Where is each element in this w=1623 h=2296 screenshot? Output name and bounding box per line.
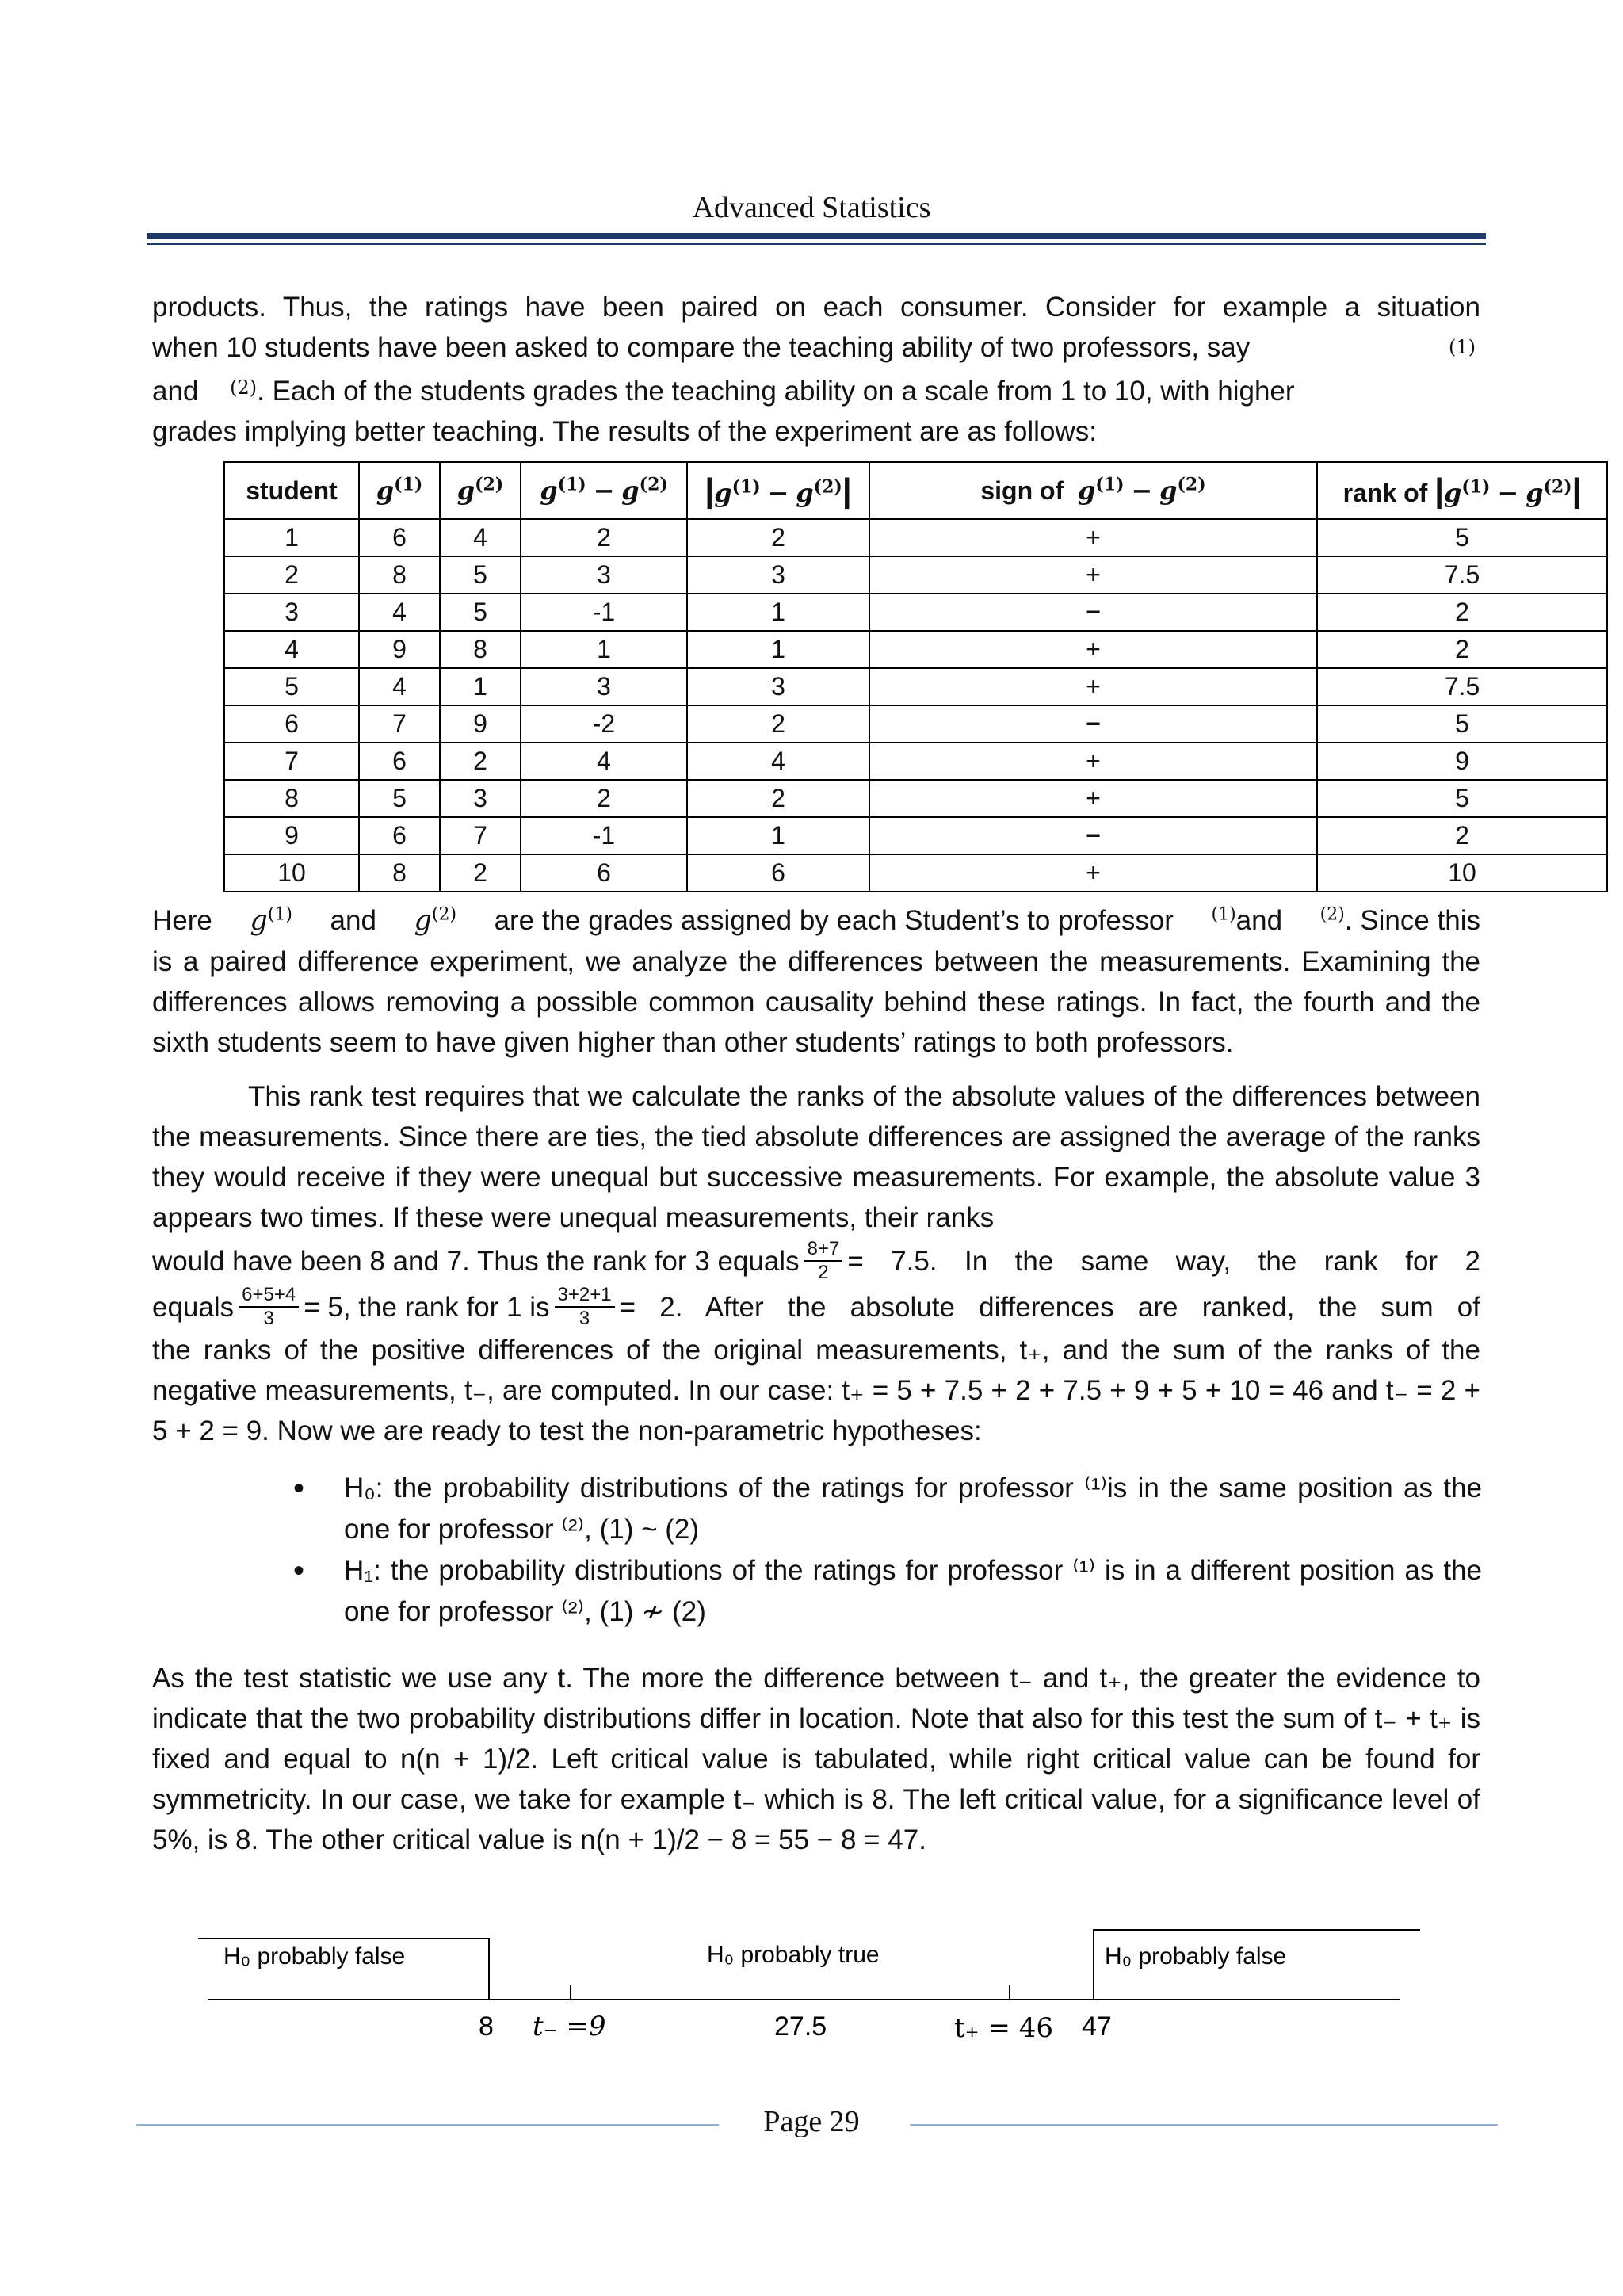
table-cell: 1	[440, 668, 521, 705]
table-cell: 1	[687, 594, 869, 631]
table-cell: +	[869, 631, 1317, 668]
table-cell: -1	[521, 817, 687, 854]
table-cell: 8	[359, 854, 440, 892]
table-cell: −	[869, 705, 1317, 743]
ranking-intro: This rank test requires that we calculate the ranks of the absolute values of the differences between the measurements. Since there are ties, the tied absolute differences are assigned the average of the ranks they would receive if they were unequal but successive measurements. For example, the absolute value 3 appears two times. If these were unequal measurements, their ranks	[152, 1081, 1480, 1233]
label-center-true: H₀ probably true	[707, 1942, 880, 1968]
table-cell: 6	[359, 519, 440, 556]
table-cell: +	[869, 519, 1317, 556]
table-cell: 2	[687, 519, 869, 556]
table-cell: 2	[1317, 631, 1607, 668]
header-student: student	[224, 462, 359, 519]
table-cell: -1	[521, 594, 687, 631]
table-cell: 4	[359, 594, 440, 631]
table-cell: 1	[687, 817, 869, 854]
table-cell: 5	[1317, 519, 1607, 556]
header-rank: rank of $|g^{(1)} - g^{(2)}|$	[1317, 462, 1607, 519]
header-sign: sign of $g^{(1)} - g^{(2)}$	[869, 462, 1317, 519]
label-left-false: H₀ probably false	[223, 1943, 406, 1969]
table-cell: 6	[224, 705, 359, 743]
table-cell: 5	[440, 556, 521, 594]
table-cell: 9	[1317, 743, 1607, 780]
table-cell: 6	[359, 743, 440, 780]
table-cell: 5	[1317, 780, 1607, 817]
header-absdiff: $|g^{(1)} - g^{(2)}|$	[687, 462, 869, 519]
table-cell: 2	[440, 743, 521, 780]
table-cell: 1	[521, 631, 687, 668]
hypothesis-h0: • H₀: the probability distributions of the ratings for professor ⁽¹⁾is in the same position as the one for professor ⁽²⁾, (1) ~ (2)	[293, 1468, 1482, 1550]
table-cell: 9	[440, 705, 521, 743]
hypothesis-h1: • H₁: the probability distributions of the ratings for professor ⁽¹⁾ is in a different position as the one for professor ⁽²⁾, (1) ≁ (2)	[293, 1550, 1482, 1633]
table-cell: 4	[521, 743, 687, 780]
tick-label-tplus: t₊ = 46	[954, 2012, 1053, 2044]
table-cell: 2	[521, 519, 687, 556]
table-cell: 4	[224, 631, 359, 668]
ranking-sums: the ranks of the positive differences of the original measurements, t₊, and the sum of the ranks of the negative measurements, t₋, are computed. In our case: t₊ = 5 + 7.5 + 2 + 7.5 + 9 + 5 + 10 = 46 and t₋ = 2 + 5 + 2 = 9. Now we are ready to test the non-parametric hypotheses:	[152, 1335, 1480, 1446]
fraction-8-7: $\frac{8+7}{2}$	[804, 1238, 843, 1284]
table-cell: 5	[359, 780, 440, 817]
intro-line-4: grades implying better teaching. The results of the experiment are as follows:	[152, 416, 1097, 447]
ranking-line-frac1: would have been 8 and 7. Thus the rank for 3 equals $\frac{8+7}{2}$ = 7.5. In the same way, the rank for 2	[152, 1238, 1480, 1283]
table-cell: 8	[224, 780, 359, 817]
table-cell: 9	[224, 817, 359, 854]
table-cell: 2	[1317, 817, 1607, 854]
table-cell: 3	[687, 668, 869, 705]
header-g1: $g^{(1)}$	[359, 462, 440, 519]
table-cell: 2	[440, 854, 521, 892]
table-cell: 4	[687, 743, 869, 780]
table-cell: 3	[440, 780, 521, 817]
table-cell: 3	[687, 556, 869, 594]
ranking-line-frac2: equals $\frac{6+5+4}{3}$ = 5, the rank for 1 is $\frac{3+2+1}{3}$ = 2. After the absolute differences are ranked, the sum of	[152, 1284, 1480, 1329]
table-cell: 7	[224, 743, 359, 780]
tick-label-47: 47	[1082, 2011, 1112, 2042]
label-right-false: H₀ probably false	[1105, 1943, 1287, 1969]
table-cell: −	[869, 594, 1317, 631]
table-cell: 3	[521, 668, 687, 705]
page-number: Page 29	[763, 2105, 860, 2138]
fraction-3-2-1: $\frac{3+2+1}{3}$	[555, 1284, 615, 1330]
table-cell: 6	[687, 854, 869, 892]
table-cell: +	[869, 556, 1317, 594]
table-cell: 8	[359, 556, 440, 594]
table-cell: 6	[359, 817, 440, 854]
intro-line-2: when 10 students have been asked to compare the teaching ability of two professors, say (1)	[152, 332, 1476, 363]
table-cell: 2	[521, 780, 687, 817]
header-diff: $g^{(1)} - g^{(2)}$	[521, 462, 687, 519]
table-cell: 5	[1317, 705, 1607, 743]
table-cell: 2	[224, 556, 359, 594]
tick-label-27-5: 27.5	[774, 2011, 827, 2042]
table-cell: 7.5	[1317, 668, 1607, 705]
table-cell: 9	[359, 631, 440, 668]
table-cell: 4	[440, 519, 521, 556]
table-cell: 4	[359, 668, 440, 705]
table-cell: 10	[1317, 854, 1607, 892]
table-cell: 5	[440, 594, 521, 631]
table-cell: 3	[224, 594, 359, 631]
fraction-6-5-4: $\frac{6+5+4}{3}$	[239, 1284, 299, 1330]
table-cell: 6	[521, 854, 687, 892]
table-cell: 1	[687, 631, 869, 668]
table-cell: 10	[224, 854, 359, 892]
table-cell: 8	[440, 631, 521, 668]
table-cell: 3	[521, 556, 687, 594]
table-cell: 7	[359, 705, 440, 743]
header-g2: $g^{(2)}$	[440, 462, 521, 519]
tick-label-tminus: t₋ =9	[533, 2011, 606, 2042]
table-cell: -2	[521, 705, 687, 743]
table-cell: 7.5	[1317, 556, 1607, 594]
paragraph-test-statistic: As the test statistic we use any t. The more the difference between t₋ and t₊, the greater the evidence to indicate that the two probability distributions differ in location. Note that also for this test the sum of t₋ + t₊ is fixed and equal to n(n + 1)/2. Left critical value is tabulated, while right critical value can be found for symmetricity. In our case, we take for example t₋ which is 8. The left critical value, for a significance level of 5%, is 8. The other critical value is n(n + 1)/2 − 8 = 55 − 8 = 47.	[152, 1663, 1480, 1855]
table-cell: 2	[687, 705, 869, 743]
table-cell: +	[869, 780, 1317, 817]
table-cell: +	[869, 743, 1317, 780]
tick-label-8: 8	[479, 2011, 494, 2042]
table-cell: 2	[687, 780, 869, 817]
table-cell: 5	[224, 668, 359, 705]
table-cell: +	[869, 668, 1317, 705]
explanation-rest: is a paired difference experiment, we analyze the differences between the measurements. Examining the differences allows removing a possible common causality behind these ratings. In fact, the fourth and the sixth students seem to have given higher than other students’ ratings to both professors.	[152, 946, 1480, 1058]
explanation-line-1: Here $g^{(1)}$ and $g^{(2)}$ are the grades assigned by each Student’s to professor $^{(1)}$and $^{(2)}$. Since this	[152, 904, 1480, 937]
table-cell: 2	[1317, 594, 1607, 631]
running-header: Advanced Statistics	[692, 191, 931, 224]
table-cell: −	[869, 817, 1317, 854]
table-cell: 7	[440, 817, 521, 854]
table-cell: 1	[224, 519, 359, 556]
table-cell: +	[869, 854, 1317, 892]
intro-line-3: and $^{(2)}$. Each of the students grades the teaching ability on a scale from 1 to 10, with higher	[152, 376, 1295, 407]
intro-line-1: products. Thus, the ratings have been paired on each consumer. Consider for example a situation	[152, 292, 1480, 323]
